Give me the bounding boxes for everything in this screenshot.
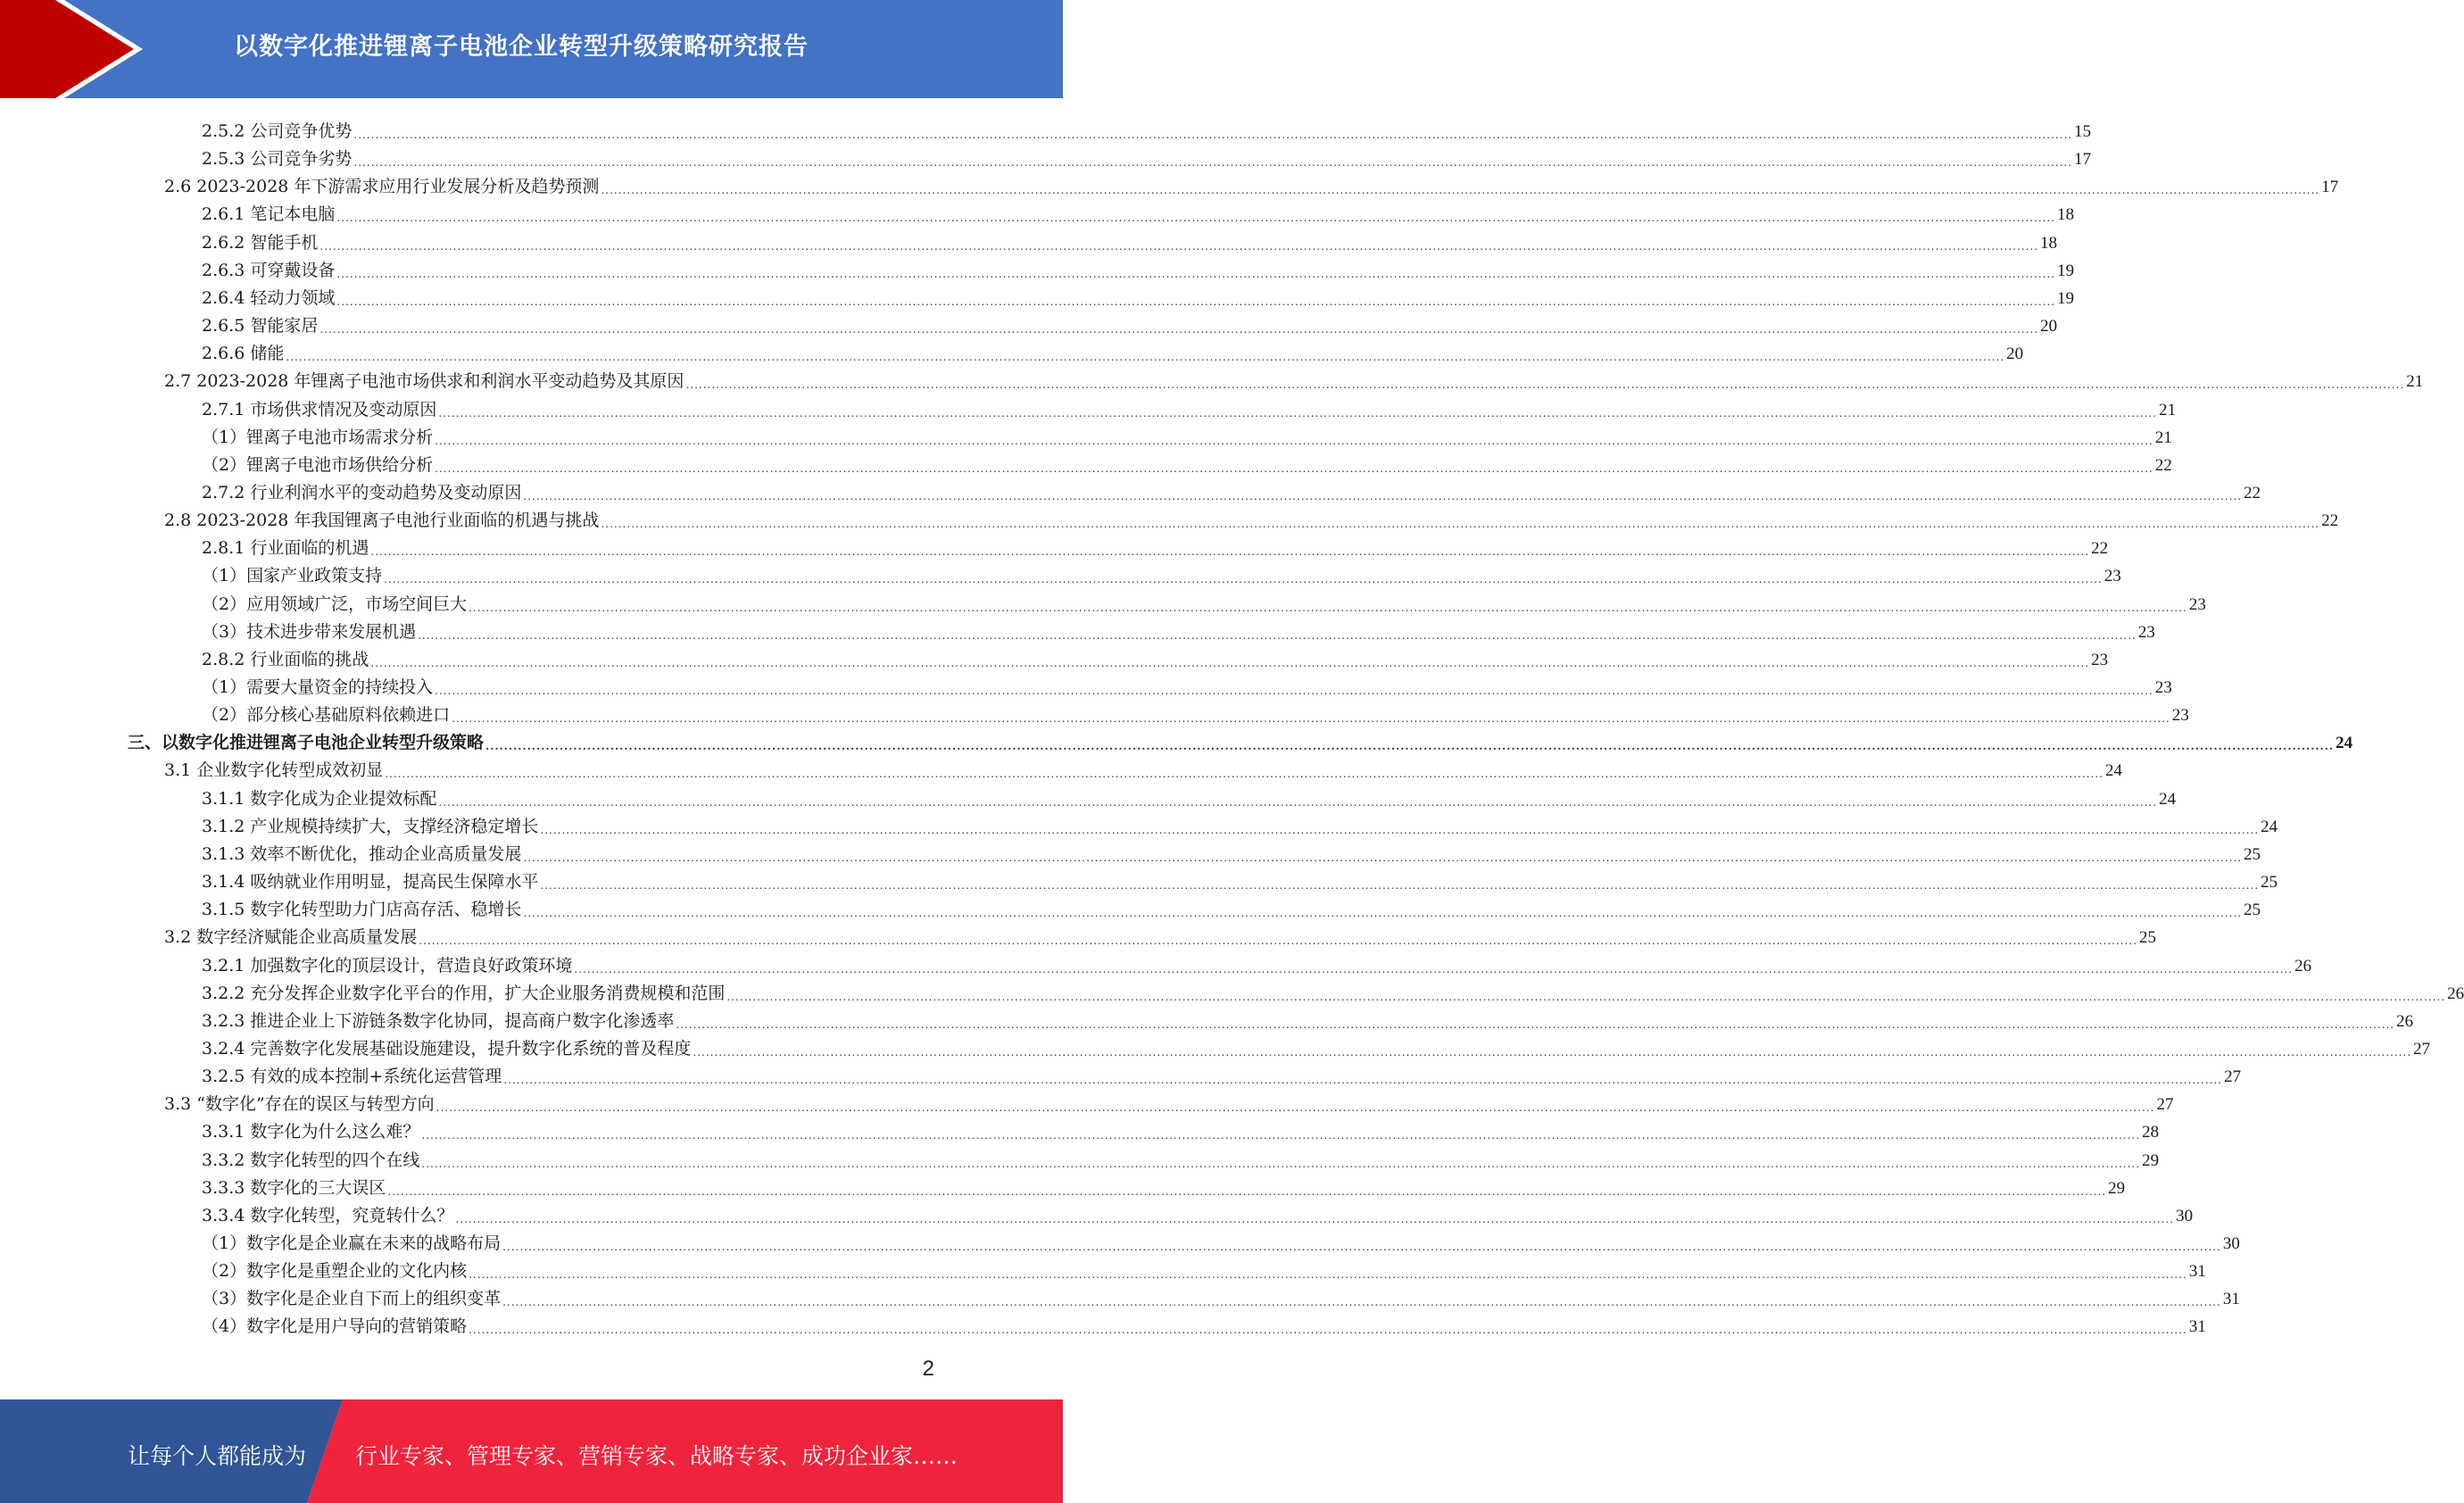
toc-entry-label: 三、以数字化推进锂离子电池企业转型升级策略 bbox=[128, 733, 485, 753]
toc-entry-page: 25 bbox=[2139, 928, 2157, 948]
toc-entry[interactable] bbox=[202, 587, 2206, 615]
toc-dot-leader: ................................................................................................................................................................................................................................................................................................................................................................................................................ bbox=[336, 295, 2056, 308]
toc-entry[interactable] bbox=[202, 1115, 2160, 1142]
toc-entry-page: 25 bbox=[2261, 873, 2278, 893]
toc-entry[interactable] bbox=[202, 531, 2109, 559]
toc-entry-page: 19 bbox=[2057, 288, 2075, 308]
toc-entry-page: 18 bbox=[2057, 205, 2075, 225]
toc-entry-label: 2.6.1 笔记本电脑 bbox=[202, 204, 336, 225]
toc-entry-label: （3）技术进步带来发展机遇 bbox=[202, 621, 417, 642]
toc-entry[interactable] bbox=[202, 615, 2155, 643]
toc-entry-label: 3.3.3 数字化的三大误区 bbox=[202, 1177, 386, 1198]
toc-entry[interactable] bbox=[202, 1059, 2242, 1087]
toc-entry-label: 3.1.1 数字化成为企业提效标配 bbox=[202, 788, 437, 809]
toc-entry[interactable] bbox=[128, 726, 2353, 753]
toc-entry-label: 3.2 数字经济赋能企业高质量发展 bbox=[164, 927, 418, 948]
toc-entry-page: 20 bbox=[2040, 317, 2058, 336]
toc-entry-page: 27 bbox=[2224, 1067, 2242, 1087]
toc-entry-label: 3.2.1 加强数字化的顶层设计，营造良好政策环境 bbox=[202, 955, 573, 976]
toc-entry-page: 21 bbox=[2406, 372, 2424, 392]
toc-dot-leader: ................................................................................................................................................................................................................................................................................................................................................................................................................ bbox=[436, 1101, 2155, 1115]
toc-entry-page: 31 bbox=[2222, 1290, 2240, 1309]
toc-entry-label: 3.1.2 产业规模持续扩大，支撑经济稳定增长 bbox=[202, 816, 539, 836]
toc-entry-label: 3.1 企业数字化转型成效初显 bbox=[164, 760, 384, 781]
toc-dot-leader: ................................................................................................................................................................................................................................................................................................................................................................................................................ bbox=[601, 184, 2320, 197]
toc-entry[interactable] bbox=[202, 976, 2464, 1004]
toc-entry-page: 20 bbox=[2006, 345, 2024, 364]
header-title: 以数字化推进锂离子电池企业转型升级策略研究报告 bbox=[234, 33, 809, 61]
toc-dot-leader: ................................................................................................................................................................................................................................................................................................................................................................................................................ bbox=[384, 573, 2103, 586]
toc-entry-label: （2）部分核心基础原料依赖进口 bbox=[202, 705, 451, 726]
toc-dot-leader: ................................................................................................................................................................................................................................................................................................................................................................................................................ bbox=[540, 879, 2260, 893]
toc-entry-page: 25 bbox=[2244, 901, 2261, 920]
toc-entry[interactable] bbox=[202, 253, 2075, 281]
toc-dot-leader: ................................................................................................................................................................................................................................................................................................................................................................................................................ bbox=[502, 1296, 2221, 1309]
toc-dot-leader: ................................................................................................................................................................................................................................................................................................................................................................................................................ bbox=[435, 461, 2153, 475]
toc-entry[interactable] bbox=[202, 226, 2058, 253]
page-header bbox=[0, 0, 1063, 98]
toc-entry-label: （4）数字化是用户导向的营销策略 bbox=[202, 1316, 468, 1337]
toc-entry[interactable] bbox=[202, 782, 2177, 810]
toc-entry-page: 24 bbox=[2105, 761, 2123, 781]
toc-entry-label: （3）数字化是企业自下而上的组织变革 bbox=[202, 1289, 502, 1309]
toc-dot-leader: ................................................................................................................................................................................................................................................................................................................................................................................................................ bbox=[336, 212, 2056, 225]
toc-entry-page: 30 bbox=[2222, 1234, 2240, 1253]
toc-entry[interactable] bbox=[202, 837, 2261, 865]
toc-dot-leader: ................................................................................................................................................................................................................................................................................................................................................................................................................ bbox=[685, 378, 2405, 392]
toc-entry-page: 21 bbox=[2159, 400, 2177, 419]
toc-entry-page: 25 bbox=[2244, 844, 2261, 864]
toc-entry-page: 27 bbox=[2156, 1095, 2174, 1115]
toc-dot-leader: ................................................................................................................................................................................................................................................................................................................................................................................................................ bbox=[385, 768, 2104, 781]
toc-entry[interactable] bbox=[202, 448, 2172, 476]
toc-entry-label: 2.6.4 轻动力领域 bbox=[202, 287, 336, 308]
toc-entry-label: 2.5.3 公司竞争劣势 bbox=[202, 149, 353, 170]
toc-entry[interactable] bbox=[202, 197, 2075, 225]
toc-dot-leader: ................................................................................................................................................................................................................................................................................................................................................................................................................ bbox=[435, 685, 2153, 697]
toc-entry[interactable] bbox=[202, 114, 2092, 142]
toc-dot-leader: ................................................................................................................................................................................................................................................................................................................................................................................................................ bbox=[601, 518, 2320, 531]
toc-entry[interactable] bbox=[164, 364, 2424, 392]
toc-entry-page: 18 bbox=[2040, 233, 2058, 253]
toc-entry-label: 3.3.4 数字化转型，究竟转什么？ bbox=[202, 1205, 454, 1225]
toc-dot-leader: ................................................................................................................................................................................................................................................................................................................................................................................................................ bbox=[469, 601, 2187, 614]
toc-dot-leader: ................................................................................................................................................................................................................................................................................................................................................................................................................ bbox=[421, 1157, 2141, 1170]
toc-entry-label: 3.1.5 数字化转型助力门店高存活、稳增长 bbox=[202, 900, 522, 920]
toc-entry[interactable] bbox=[202, 643, 2109, 670]
toc-entry-label: 3.3.2 数字化转型的四个在线 bbox=[202, 1150, 420, 1170]
toc-dot-leader: ................................................................................................................................................................................................................................................................................................................................................................................................................ bbox=[421, 1129, 2141, 1142]
toc-entry[interactable] bbox=[202, 142, 2092, 170]
toc-entry-page: 23 bbox=[2171, 706, 2189, 726]
toc-entry-label: （1）国家产业政策支持 bbox=[202, 566, 383, 586]
footer-slogan-left: 让每个人都能成为 bbox=[128, 1443, 307, 1469]
toc-dot-leader: ................................................................................................................................................................................................................................................................................................................................................................................................................ bbox=[574, 962, 2294, 976]
toc-entry[interactable] bbox=[202, 1143, 2160, 1171]
toc-entry-page: 23 bbox=[2137, 622, 2155, 642]
toc-entry[interactable] bbox=[202, 1004, 2414, 1032]
toc-entry-label: 3.3 “数字化”存在的误区与转型方向 bbox=[164, 1094, 435, 1115]
toc-entry-page: 24 bbox=[2335, 734, 2353, 753]
toc-entry[interactable] bbox=[202, 281, 2075, 309]
toc-entry-label: 2.8.2 行业面临的挑战 bbox=[202, 649, 369, 669]
toc-entry-label: （2）锂离子电池市场供给分析 bbox=[202, 454, 434, 475]
toc-dot-leader: ................................................................................................................................................................................................................................................................................................................................................................................................................ bbox=[370, 545, 2090, 559]
toc-entry-label: 3.3.1 数字化为什么这么难？ bbox=[202, 1122, 420, 1142]
toc-entry-page: 22 bbox=[2154, 455, 2172, 475]
toc-entry[interactable] bbox=[202, 1226, 2240, 1254]
toc-entry[interactable] bbox=[202, 893, 2261, 920]
toc-dot-leader: ................................................................................................................................................................................................................................................................................................................................................................................................................ bbox=[319, 239, 2039, 253]
toc-entry-page: 26 bbox=[2294, 956, 2312, 976]
toc-entry[interactable] bbox=[164, 170, 2339, 197]
toc-dot-leader: ................................................................................................................................................................................................................................................................................................................................................................................................................ bbox=[438, 795, 2158, 809]
toc-entry-label: 2.7 2023-2028 年锂离子电池市场供求和利润水平变动趋势及其原因 bbox=[164, 371, 684, 392]
toc-entry-page: 27 bbox=[2413, 1039, 2431, 1059]
toc-entry[interactable] bbox=[202, 476, 2261, 503]
toc-dot-leader: ................................................................................................................................................................................................................................................................................................................................................................................................................ bbox=[540, 823, 2260, 836]
toc-entry[interactable] bbox=[202, 1309, 2206, 1337]
toc-entry-label: （1）需要大量资金的持续投入 bbox=[202, 677, 434, 697]
toc-entry-page: 17 bbox=[2321, 178, 2339, 197]
toc-entry[interactable] bbox=[202, 309, 2058, 336]
toc-entry-label: 2.6.5 智能家居 bbox=[202, 316, 319, 336]
toc-entry[interactable] bbox=[202, 698, 2189, 726]
toc-entry[interactable] bbox=[202, 810, 2278, 837]
toc-dot-leader: ................................................................................................................................................................................................................................................................................................................................................................................................................ bbox=[503, 1074, 2223, 1087]
toc-entry[interactable] bbox=[202, 336, 2024, 364]
toc-entry[interactable] bbox=[202, 670, 2172, 698]
footer-slogan-right: 行业专家、管理专家、营销专家、战略专家、成功企业家…… bbox=[355, 1443, 958, 1469]
toc-dot-leader: ................................................................................................................................................................................................................................................................................................................................................................................................................ bbox=[469, 1324, 2187, 1337]
toc-entry-page: 17 bbox=[2074, 150, 2092, 170]
toc-dot-leader: ................................................................................................................................................................................................................................................................................................................................................................................................................ bbox=[469, 1268, 2187, 1282]
toc-dot-leader: ................................................................................................................................................................................................................................................................................................................................................................................................................ bbox=[502, 1241, 2221, 1253]
toc-entry-page: 24 bbox=[2261, 817, 2278, 836]
toc-entry-page: 26 bbox=[2396, 1011, 2414, 1031]
toc-entry-page: 29 bbox=[2142, 1150, 2160, 1170]
toc-dot-leader: ................................................................................................................................................................................................................................................................................................................................................................................................................ bbox=[435, 434, 2153, 447]
toc-entry-label: 2.8.1 行业面临的机遇 bbox=[202, 538, 369, 559]
toc-entry-label: （1）数字化是企业赢在未来的战略布局 bbox=[202, 1233, 502, 1253]
toc-entry-page: 31 bbox=[2188, 1262, 2206, 1282]
toc-entry-label: 2.6.3 可穿戴设备 bbox=[202, 260, 336, 280]
toc-entry-label: （2）数字化是重塑企业的文化内核 bbox=[202, 1261, 468, 1282]
toc-dot-leader: ................................................................................................................................................................................................................................................................................................................................................................................................................ bbox=[693, 1045, 2412, 1059]
toc-entry-label: 3.2.2 充分发挥企业数字化平台的作用，扩大企业服务消费规模和范围 bbox=[202, 983, 726, 1003]
toc-dot-leader: ................................................................................................................................................................................................................................................................................................................................................................................................................ bbox=[353, 129, 2073, 141]
toc-entry[interactable] bbox=[202, 559, 2121, 586]
toc-dot-leader: ................................................................................................................................................................................................................................................................................................................................................................................................................ bbox=[438, 406, 2158, 419]
toc-entry[interactable] bbox=[164, 503, 2339, 531]
toc-entry-label: 3.2.5 有效的成本控制+系统化运营管理 bbox=[202, 1067, 502, 1087]
toc-entry-page: 26 bbox=[2447, 984, 2464, 1003]
toc-entry[interactable] bbox=[202, 1254, 2206, 1282]
toc-entry-label: 2.6.6 储能 bbox=[202, 344, 285, 364]
toc-entry-page: 30 bbox=[2176, 1206, 2194, 1225]
toc-entry-label: 2.6.2 智能手机 bbox=[202, 232, 319, 253]
toc-entry-label: 2.5.2 公司竞争优势 bbox=[202, 121, 353, 141]
toc-entry-page: 22 bbox=[2244, 483, 2261, 502]
toc-dot-leader: ................................................................................................................................................................................................................................................................................................................................................................................................................ bbox=[455, 1212, 2175, 1225]
toc-entry-page: 21 bbox=[2154, 428, 2172, 447]
toc-dot-leader: ................................................................................................................................................................................................................................................................................................................................................................................................................ bbox=[676, 1017, 2395, 1031]
toc-dot-leader: ................................................................................................................................................................................................................................................................................................................................................................................................................ bbox=[726, 990, 2446, 1003]
toc-entry-label: 2.6 2023-2028 年下游需求应用行业发展分析及趋势预测 bbox=[164, 177, 600, 197]
toc-entry-page: 23 bbox=[2091, 650, 2109, 669]
toc-entry-page: 23 bbox=[2188, 594, 2206, 614]
toc-dot-leader: ................................................................................................................................................................................................................................................................................................................................................................................................................ bbox=[319, 323, 2039, 336]
toc-entry-page: 24 bbox=[2159, 789, 2177, 809]
toc-entry-page: 19 bbox=[2057, 261, 2075, 280]
toc-entry-page: 23 bbox=[2103, 567, 2121, 586]
toc-entry-page: 23 bbox=[2154, 678, 2172, 697]
toc-dot-leader: ................................................................................................................................................................................................................................................................................................................................................................................................................ bbox=[485, 740, 2335, 753]
toc-entry[interactable] bbox=[202, 420, 2172, 448]
toc-entry[interactable] bbox=[202, 865, 2278, 893]
toc-entry-label: 2.7.1 市场供求情况及变动原因 bbox=[202, 399, 437, 419]
toc-entry[interactable] bbox=[164, 1087, 2174, 1115]
toc-entry[interactable] bbox=[202, 1282, 2240, 1309]
toc-entry-label: 3.1.3 效率不断优化，推动企业高质量发展 bbox=[202, 843, 522, 864]
toc-entry-label: 2.8 2023-2028 年我国锂离子电池行业面临的机遇与挑战 bbox=[164, 511, 600, 531]
toc-entry-label: （2）应用领域广泛，市场空间巨大 bbox=[202, 594, 468, 614]
toc-entry[interactable] bbox=[202, 1171, 2126, 1199]
toc-dot-leader: ................................................................................................................................................................................................................................................................................................................................................................................................................ bbox=[370, 656, 2090, 669]
toc-entry-label: 2.7.2 行业利润水平的变动趋势及变动原因 bbox=[202, 482, 522, 502]
toc-dot-leader: ................................................................................................................................................................................................................................................................................................................................................................................................................ bbox=[387, 1184, 2107, 1198]
toc-dot-leader: ................................................................................................................................................................................................................................................................................................................................................................................................................ bbox=[419, 934, 2138, 948]
toc-entry-label: 3.2.3 推进企业上下游链条数字化协同，提高商户数字化渗透率 bbox=[202, 1010, 675, 1031]
toc-entry-page: 22 bbox=[2091, 539, 2109, 559]
toc-entry[interactable] bbox=[202, 1032, 2431, 1059]
toc-entry-page: 15 bbox=[2074, 122, 2092, 141]
page-footer bbox=[0, 1399, 1063, 1503]
toc-dot-leader: ................................................................................................................................................................................................................................................................................................................................................................................................................ bbox=[523, 851, 2243, 864]
toc-entry[interactable] bbox=[202, 1199, 2194, 1226]
header-arrow-red bbox=[0, 0, 134, 98]
page-number: 2 bbox=[922, 1357, 934, 1381]
toc-entry[interactable] bbox=[164, 753, 2123, 781]
toc-entry-page: 28 bbox=[2142, 1123, 2160, 1142]
toc-entry[interactable] bbox=[202, 949, 2312, 976]
toc-entry[interactable] bbox=[164, 920, 2157, 948]
toc-entry-label: 3.2.4 完善数字化发展基础设施建设，提升数字化系统的普及程度 bbox=[202, 1038, 692, 1059]
toc-entry-page: 22 bbox=[2321, 511, 2339, 531]
toc-entry-page: 31 bbox=[2188, 1317, 2206, 1337]
toc-dot-leader: ................................................................................................................................................................................................................................................................................................................................................................................................................ bbox=[523, 907, 2243, 920]
toc-dot-leader: ................................................................................................................................................................................................................................................................................................................................................................................................................ bbox=[452, 712, 2170, 726]
toc-entry[interactable] bbox=[202, 393, 2177, 420]
toc-dot-leader: ................................................................................................................................................................................................................................................................................................................................................................................................................ bbox=[353, 156, 2073, 170]
toc-entry-page: 29 bbox=[2108, 1178, 2126, 1198]
toc-dot-leader: ................................................................................................................................................................................................................................................................................................................................................................................................................ bbox=[286, 351, 2005, 364]
toc-dot-leader: ................................................................................................................................................................................................................................................................................................................................................................................................................ bbox=[418, 628, 2136, 642]
toc-entry-label: 3.1.4 吸纳就业作用明显，提高民生保障水平 bbox=[202, 872, 539, 893]
toc-dot-leader: ................................................................................................................................................................................................................................................................................................................................................................................................................ bbox=[336, 267, 2056, 280]
toc-dot-leader: ................................................................................................................................................................................................................................................................................................................................................................................................................ bbox=[523, 489, 2243, 502]
toc-entry-label: （1）锂离子电池市场需求分析 bbox=[202, 427, 434, 447]
